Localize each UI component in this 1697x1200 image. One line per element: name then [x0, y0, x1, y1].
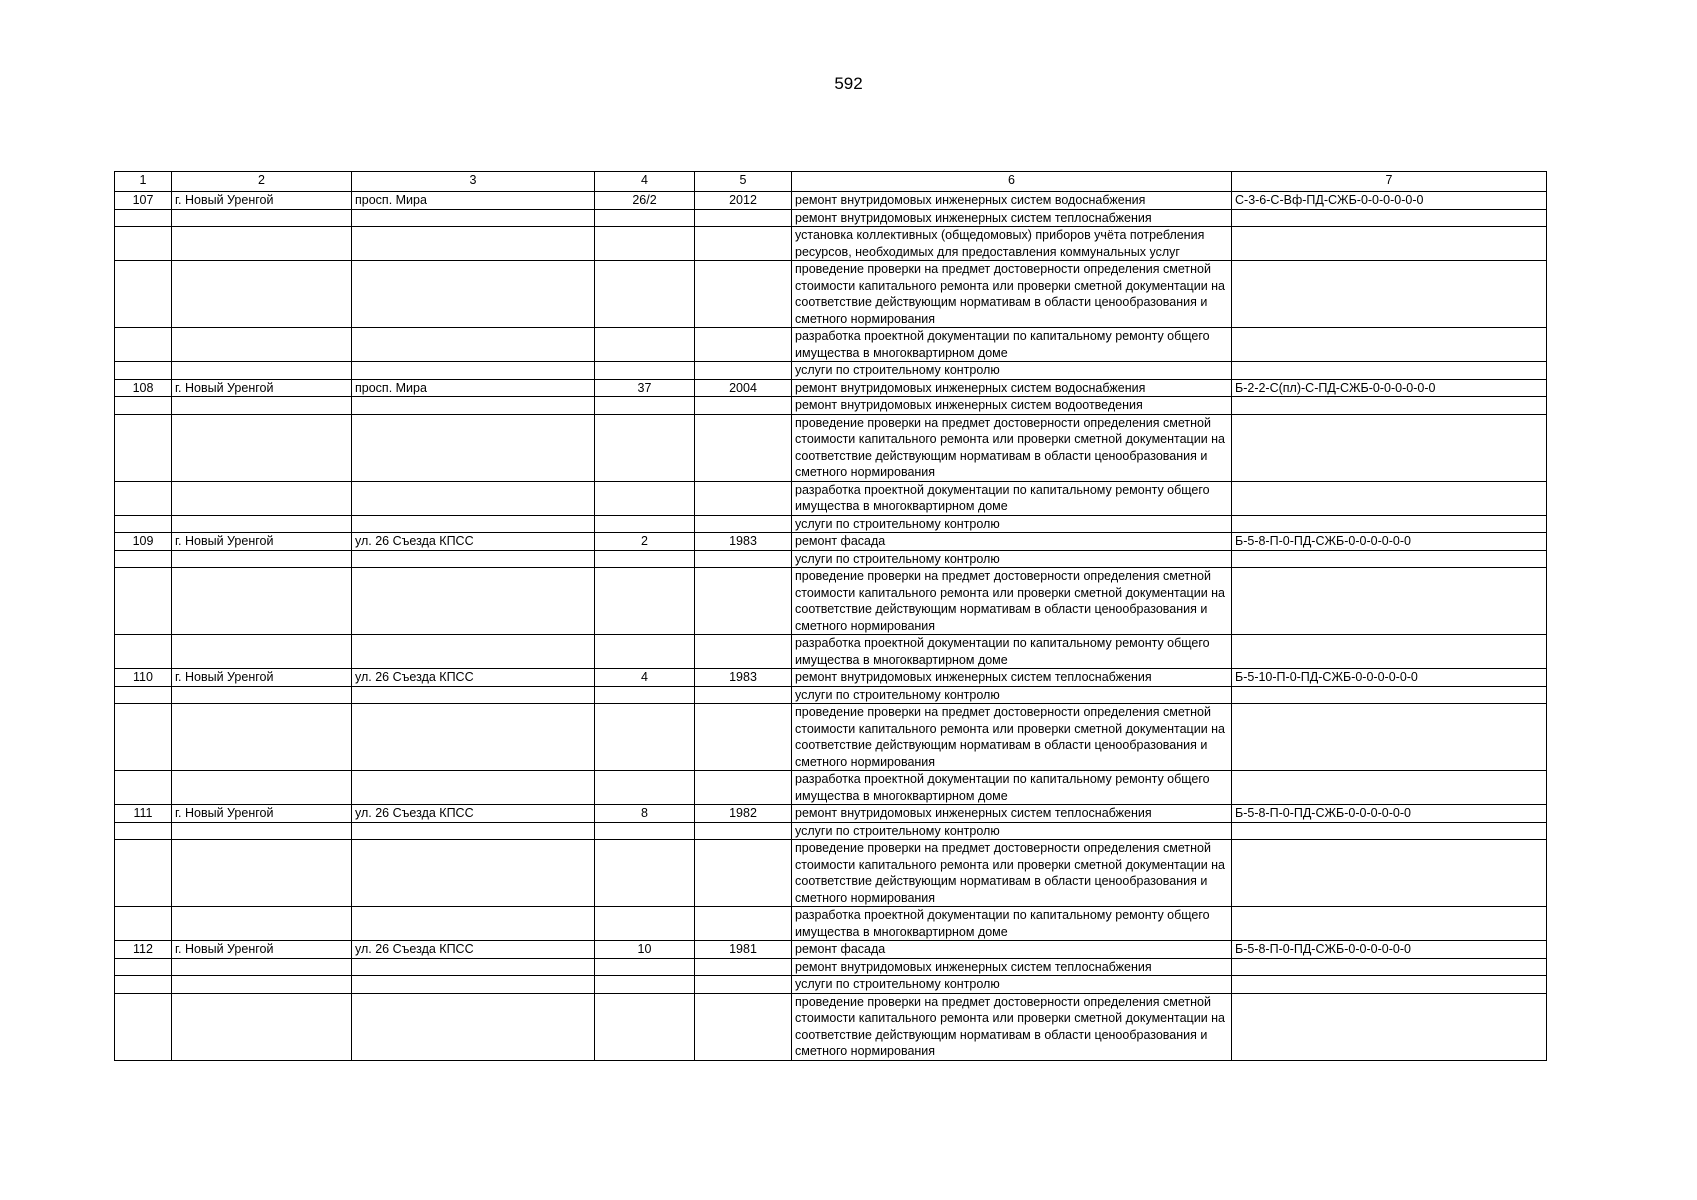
cell-building-code: [1232, 686, 1547, 704]
cell-work-type: услуги по строительному контролю: [792, 822, 1232, 840]
cell-building-code: [1232, 958, 1547, 976]
cell-work-type: ремонт фасада: [792, 533, 1232, 551]
cell-work-type: ремонт внутридомовых инженерных систем водоснабжения: [792, 192, 1232, 210]
cell-work-type: ремонт фасада: [792, 941, 1232, 959]
column-header: 6: [792, 172, 1232, 192]
cell-building-code: [1232, 362, 1547, 380]
cell-year: [695, 414, 792, 481]
cell-work-type: разработка проектной документации по капитальному ремонту общего имущества в многоквартирном доме: [792, 907, 1232, 941]
cell-work-type: разработка проектной документации по капитальному ремонту общего имущества в многоквартирном доме: [792, 771, 1232, 805]
cell-year: [695, 907, 792, 941]
cell-street: ул. 26 Съезда КПСС: [352, 533, 595, 551]
cell-city: г. Новый Уренгой: [172, 805, 352, 823]
cell-house: 10: [595, 941, 695, 959]
cell-street: ул. 26 Съезда КПСС: [352, 941, 595, 959]
cell-building-code: [1232, 328, 1547, 362]
cell-work-type: ремонт внутридомовых инженерных систем теплоснабжения: [792, 958, 1232, 976]
cell-building-code: [1232, 771, 1547, 805]
table-row: [115, 568, 1547, 635]
cell-work-type: разработка проектной документации по капитальному ремонту общего имущества в многоквартирном доме: [792, 635, 1232, 669]
cell-number: [115, 328, 172, 362]
cell-work-type: услуги по строительному контролю: [792, 362, 1232, 380]
cell-work-type: проведение проверки на предмет достоверности определения сметной стоимости капитального ремонта или проверки сметной документации на соответствие действующим нормативам в области ценообразования и сметного нормирования: [792, 840, 1232, 907]
table-row: [115, 227, 1547, 261]
cell-work-type: ремонт внутридомовых инженерных систем водоснабжения: [792, 379, 1232, 397]
table-row: [115, 192, 1547, 210]
cell-house: 4: [595, 669, 695, 687]
cell-street: [352, 209, 595, 227]
cell-work-type: услуги по строительному контролю: [792, 976, 1232, 994]
cell-number: [115, 397, 172, 415]
cell-city: [172, 907, 352, 941]
cell-street: [352, 261, 595, 328]
cell-building-code: [1232, 840, 1547, 907]
cell-house: [595, 362, 695, 380]
column-header: 1: [115, 172, 172, 192]
cell-work-type: проведение проверки на предмет достоверности определения сметной стоимости капитального ремонта или проверки сметной документации на соответствие действующим нормативам в области ценообразования и сметного нормирования: [792, 414, 1232, 481]
cell-street: ул. 26 Съезда КПСС: [352, 669, 595, 687]
cell-number: [115, 635, 172, 669]
cell-building-code: [1232, 397, 1547, 415]
table-row: [115, 958, 1547, 976]
cell-building-code: [1232, 704, 1547, 771]
cell-year: 2012: [695, 192, 792, 210]
cell-year: [695, 568, 792, 635]
cell-street: [352, 515, 595, 533]
cell-year: [695, 822, 792, 840]
cell-house: [595, 328, 695, 362]
cell-city: г. Новый Уренгой: [172, 533, 352, 551]
cell-street: [352, 840, 595, 907]
cell-city: [172, 362, 352, 380]
cell-street: [352, 993, 595, 1060]
table-row: [115, 771, 1547, 805]
cell-city: [172, 686, 352, 704]
table-row: [115, 515, 1547, 533]
table-row: [115, 805, 1547, 823]
cell-work-type: разработка проектной документации по капитальному ремонту общего имущества в многоквартирном доме: [792, 328, 1232, 362]
cell-street: [352, 481, 595, 515]
cell-house: [595, 227, 695, 261]
table-row: [115, 822, 1547, 840]
cell-street: [352, 328, 595, 362]
cell-year: [695, 481, 792, 515]
table-row: [115, 907, 1547, 941]
cell-house: [595, 976, 695, 994]
cell-building-code: [1232, 822, 1547, 840]
column-header: 7: [1232, 172, 1547, 192]
cell-house: [595, 397, 695, 415]
cell-street: [352, 771, 595, 805]
cell-house: [595, 771, 695, 805]
cell-house: [595, 686, 695, 704]
table-row: [115, 261, 1547, 328]
cell-house: [595, 568, 695, 635]
cell-house: [595, 635, 695, 669]
table-body: [115, 172, 1547, 1061]
cell-street: [352, 414, 595, 481]
cell-building-code: [1232, 261, 1547, 328]
table-row: [115, 379, 1547, 397]
cell-building-code: Б-5-10-П-0-ПД-СЖБ-0-0-0-0-0-0: [1232, 669, 1547, 687]
column-header: 5: [695, 172, 792, 192]
cell-building-code: Б-5-8-П-0-ПД-СЖБ-0-0-0-0-0-0: [1232, 805, 1547, 823]
cell-building-code: [1232, 568, 1547, 635]
cell-work-type: разработка проектной документации по капитальному ремонту общего имущества в многоквартирном доме: [792, 481, 1232, 515]
cell-house: [595, 515, 695, 533]
cell-city: г. Новый Уренгой: [172, 192, 352, 210]
table-row: [115, 397, 1547, 415]
cell-number: [115, 362, 172, 380]
page-number: 592: [834, 74, 863, 93]
cell-city: [172, 328, 352, 362]
cell-year: [695, 515, 792, 533]
cell-street: просп. Мира: [352, 192, 595, 210]
table-row: [115, 550, 1547, 568]
table-row: [115, 976, 1547, 994]
cell-city: [172, 976, 352, 994]
cell-year: [695, 686, 792, 704]
table-row: [115, 362, 1547, 380]
cell-number: [115, 958, 172, 976]
cell-year: [695, 227, 792, 261]
cell-work-type: проведение проверки на предмет достоверности определения сметной стоимости капитального ремонта или проверки сметной документации на соответствие действующим нормативам в области ценообразования и сметного нормирования: [792, 261, 1232, 328]
cell-city: [172, 227, 352, 261]
cell-house: 2: [595, 533, 695, 551]
cell-house: 37: [595, 379, 695, 397]
cell-number: [115, 822, 172, 840]
cell-number: [115, 993, 172, 1060]
cell-work-type: проведение проверки на предмет достоверности определения сметной стоимости капитального ремонта или проверки сметной документации на соответствие действующим нормативам в области ценообразования и сметного нормирования: [792, 568, 1232, 635]
cell-building-code: [1232, 481, 1547, 515]
table-row: [115, 481, 1547, 515]
cell-city: [172, 550, 352, 568]
table-row: [115, 635, 1547, 669]
table-row: [115, 414, 1547, 481]
cell-number: 112: [115, 941, 172, 959]
cell-number: [115, 704, 172, 771]
table-row: [115, 328, 1547, 362]
cell-house: [595, 907, 695, 941]
cell-city: [172, 515, 352, 533]
cell-number: 109: [115, 533, 172, 551]
cell-building-code: [1232, 550, 1547, 568]
cell-street: просп. Мира: [352, 379, 595, 397]
cell-building-code: С-3-6-С-Вф-ПД-СЖБ-0-0-0-0-0-0: [1232, 192, 1547, 210]
cell-number: [115, 261, 172, 328]
cell-house: [595, 261, 695, 328]
cell-building-code: Б-5-8-П-0-ПД-СЖБ-0-0-0-0-0-0: [1232, 941, 1547, 959]
cell-year: [695, 704, 792, 771]
cell-city: [172, 958, 352, 976]
cell-work-type: услуги по строительному контролю: [792, 686, 1232, 704]
cell-street: [352, 550, 595, 568]
cell-house: [595, 840, 695, 907]
cell-street: [352, 397, 595, 415]
table-row: [115, 993, 1547, 1060]
cell-street: [352, 958, 595, 976]
cell-house: [595, 481, 695, 515]
cell-city: [172, 993, 352, 1060]
cell-year: [695, 209, 792, 227]
cell-year: 1983: [695, 669, 792, 687]
cell-street: [352, 635, 595, 669]
cell-year: [695, 261, 792, 328]
cell-city: г. Новый Уренгой: [172, 941, 352, 959]
cell-building-code: [1232, 907, 1547, 941]
cell-number: 111: [115, 805, 172, 823]
cell-house: [595, 822, 695, 840]
cell-city: [172, 397, 352, 415]
table-row: [115, 941, 1547, 959]
cell-work-type: услуги по строительному контролю: [792, 550, 1232, 568]
cell-year: [695, 771, 792, 805]
cell-building-code: [1232, 209, 1547, 227]
cell-number: [115, 907, 172, 941]
cell-street: [352, 362, 595, 380]
cell-city: г. Новый Уренгой: [172, 669, 352, 687]
cell-work-type: ремонт внутридомовых инженерных систем водоотведения: [792, 397, 1232, 415]
column-header: 4: [595, 172, 695, 192]
cell-city: [172, 822, 352, 840]
cell-city: [172, 704, 352, 771]
table-row: [115, 533, 1547, 551]
column-header: 3: [352, 172, 595, 192]
cell-year: 2004: [695, 379, 792, 397]
repair-schedule-table: [114, 171, 1547, 1061]
cell-building-code: [1232, 993, 1547, 1060]
cell-city: [172, 635, 352, 669]
cell-building-code: Б-5-8-П-0-ПД-СЖБ-0-0-0-0-0-0: [1232, 533, 1547, 551]
column-header: 2: [172, 172, 352, 192]
table-row: [115, 669, 1547, 687]
cell-building-code: Б-2-2-С(пл)-С-ПД-СЖБ-0-0-0-0-0-0: [1232, 379, 1547, 397]
cell-building-code: [1232, 515, 1547, 533]
cell-number: [115, 686, 172, 704]
cell-street: [352, 976, 595, 994]
cell-house: [595, 209, 695, 227]
cell-work-type: установка коллективных (общедомовых) приборов учёта потребления ресурсов, необходимых для предоставления коммунальных услуг: [792, 227, 1232, 261]
cell-number: [115, 227, 172, 261]
cell-city: [172, 771, 352, 805]
cell-year: [695, 993, 792, 1060]
cell-city: [172, 209, 352, 227]
cell-number: [115, 568, 172, 635]
cell-house: [595, 550, 695, 568]
cell-year: 1982: [695, 805, 792, 823]
cell-city: [172, 261, 352, 328]
cell-street: [352, 227, 595, 261]
cell-house: [595, 993, 695, 1060]
cell-year: [695, 976, 792, 994]
cell-work-type: ремонт внутридомовых инженерных систем теплоснабжения: [792, 209, 1232, 227]
cell-work-type: проведение проверки на предмет достоверности определения сметной стоимости капитального ремонта или проверки сметной документации на соответствие действующим нормативам в области ценообразования и сметного нормирования: [792, 993, 1232, 1060]
cell-city: [172, 414, 352, 481]
cell-number: 107: [115, 192, 172, 210]
table-row: [115, 704, 1547, 771]
cell-number: [115, 550, 172, 568]
cell-number: [115, 481, 172, 515]
cell-work-type: услуги по строительному контролю: [792, 515, 1232, 533]
cell-street: [352, 568, 595, 635]
cell-work-type: ремонт внутридомовых инженерных систем теплоснабжения: [792, 805, 1232, 823]
cell-house: [595, 958, 695, 976]
cell-street: ул. 26 Съезда КПСС: [352, 805, 595, 823]
cell-number: 110: [115, 669, 172, 687]
table-row: [115, 840, 1547, 907]
cell-number: [115, 840, 172, 907]
cell-year: [695, 635, 792, 669]
table-row: [115, 686, 1547, 704]
cell-number: [115, 771, 172, 805]
cell-year: [695, 550, 792, 568]
cell-year: [695, 362, 792, 380]
cell-street: [352, 686, 595, 704]
cell-street: [352, 704, 595, 771]
cell-year: 1983: [695, 533, 792, 551]
cell-street: [352, 907, 595, 941]
cell-building-code: [1232, 227, 1547, 261]
cell-city: [172, 568, 352, 635]
table-header-row: [115, 172, 1547, 192]
cell-house: 26/2: [595, 192, 695, 210]
cell-building-code: [1232, 976, 1547, 994]
cell-number: [115, 515, 172, 533]
cell-house: 8: [595, 805, 695, 823]
cell-city: [172, 840, 352, 907]
table-row: [115, 209, 1547, 227]
cell-year: [695, 840, 792, 907]
cell-street: [352, 822, 595, 840]
cell-year: [695, 328, 792, 362]
cell-number: 108: [115, 379, 172, 397]
cell-city: [172, 481, 352, 515]
cell-year: 1981: [695, 941, 792, 959]
cell-year: [695, 397, 792, 415]
cell-city: г. Новый Уренгой: [172, 379, 352, 397]
cell-work-type: ремонт внутридомовых инженерных систем теплоснабжения: [792, 669, 1232, 687]
cell-house: [595, 414, 695, 481]
cell-year: [695, 958, 792, 976]
cell-number: [115, 414, 172, 481]
cell-building-code: [1232, 635, 1547, 669]
cell-house: [595, 704, 695, 771]
cell-work-type: проведение проверки на предмет достоверности определения сметной стоимости капитального ремонта или проверки сметной документации на соответствие действующим нормативам в области ценообразования и сметного нормирования: [792, 704, 1232, 771]
cell-building-code: [1232, 414, 1547, 481]
cell-number: [115, 209, 172, 227]
cell-number: [115, 976, 172, 994]
